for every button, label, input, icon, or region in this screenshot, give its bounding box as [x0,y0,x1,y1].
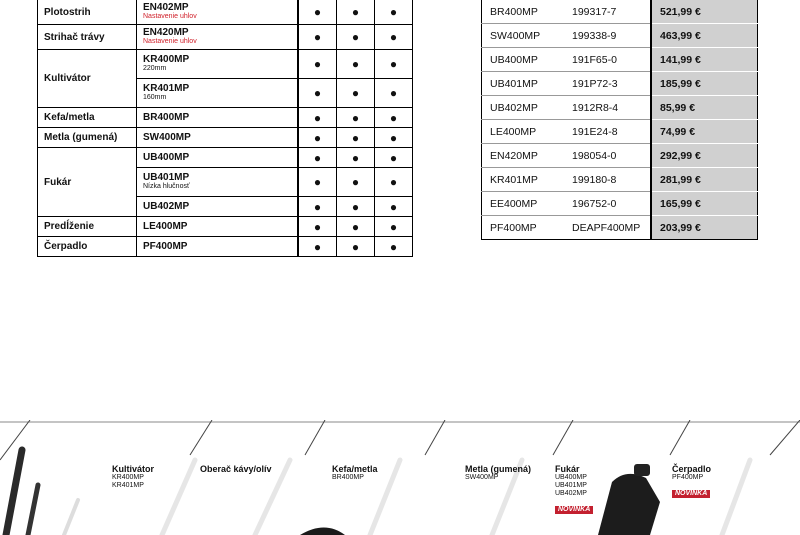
compat-dot: ● [375,197,413,217]
category-cell: Kultivátor [38,50,137,108]
model-name: UB400MP [143,151,190,163]
accessory-oberac [200,464,272,474]
accessory-title: Čerpadlo [672,464,712,474]
accessory-model: SW400MP [465,474,499,481]
price-value: 85,99 € [651,96,758,120]
accessory-kefa [332,464,378,482]
accessory-title: Kefa/metla [332,464,378,474]
separator [770,420,800,455]
price-code: 199317-7 [564,0,651,24]
compat-dot: ● [299,108,337,128]
accessory-title: Fukár [555,464,580,474]
new-badge: NOVINKA [555,506,593,514]
separator [0,420,30,460]
model-cell [137,148,298,168]
model-note: Nastavenie uhlov [143,13,197,20]
accessory-kultivator [112,464,154,490]
model-note: 220mm [143,65,167,72]
model-note: 160mm [143,94,167,101]
model-name: KR401MP [143,83,190,94]
separator [553,420,573,455]
price-value: 185,99 € [651,72,758,96]
compat-dot: ● [375,128,413,148]
accessory-metla [465,464,531,482]
category-cell: Metla (gumená) [38,128,137,148]
compat-dot: ● [375,50,413,79]
model-cell [137,197,298,217]
compat-dot: ● [375,237,413,257]
tool-shaft [162,460,195,535]
price-value: 463,99 € [651,24,758,48]
kefa-head [300,528,345,535]
compat-dot: ● [337,108,375,128]
compat-dot: ● [299,237,337,257]
model-cell [137,168,298,197]
model-cell [137,128,298,148]
compat-dot: ● [337,128,375,148]
model-cell [137,25,298,50]
price-row [482,72,758,96]
price-row [482,144,758,168]
price-row [482,96,758,120]
model-name: KR400MP [143,54,190,65]
price-code: 1912R8-4 [564,96,651,120]
compat-row [38,237,413,257]
tool-shaft [722,460,750,535]
price-model: UB400MP [482,48,565,72]
price-model: BR400MP [482,0,565,24]
price-value: 292,99 € [651,144,758,168]
compat-dot: ● [375,148,413,168]
price-model: UB401MP [482,72,565,96]
price-code: 198054-0 [564,144,651,168]
model-name: UB401MP [143,172,190,183]
price-table [481,0,758,240]
price-value: 203,99 € [651,216,758,240]
accessory-title: Metla (gumená) [465,464,532,474]
accessory-model: UB402MP [555,490,587,497]
compat-row [38,148,413,168]
model-cell [137,217,298,237]
new-badge: NOVINKA [672,490,710,498]
compat-dot: ● [299,217,337,237]
price-code: 196752-0 [564,192,651,216]
compat-row [38,108,413,128]
category-cell: Predĺženie [38,217,137,237]
price-row [482,168,758,192]
category-cell: Fukár [38,148,137,217]
accessory-fukar [555,464,593,516]
price-code: 191P72-3 [564,72,651,96]
price-row [482,216,758,240]
price-code: 199338-9 [564,24,651,48]
accessory-model: BR400MP [332,474,364,481]
price-model: EN420MP [482,144,565,168]
compat-dot: ● [299,128,337,148]
fukar-body [598,474,660,535]
accessory-cerpadlo [672,464,711,500]
model-cell [137,0,298,25]
separator [190,420,212,455]
compat-dot: ● [337,79,375,108]
fukar-nozzle [634,464,650,476]
price-model: EE400MP [482,192,565,216]
model-cell [137,237,298,257]
accessory-strip [0,420,800,535]
price-code: 199180-8 [564,168,651,192]
model-name: UB402MP [143,200,190,212]
category-cell: Kefa/metla [38,108,137,128]
accessory-model: PF400MP [672,474,704,481]
model-cell [137,50,298,79]
model-name: EN420MP [143,27,189,38]
compat-dot: ● [337,168,375,197]
compatibility-table [37,0,413,257]
price-row [482,24,758,48]
strip-separators [0,420,800,460]
compat-row [38,128,413,148]
accessory-model: KR401MP [112,482,144,489]
price-model: UB402MP [482,96,565,120]
price-value: 165,99 € [651,192,758,216]
category-cell: Plotostrih [38,0,137,25]
model-note: Nastavenie uhlov [143,38,197,45]
compat-row [38,25,413,50]
category-cell: Čerpadlo [38,237,137,257]
model-cell [137,79,298,108]
separator [425,420,445,455]
price-model: SW400MP [482,24,565,48]
compat-row [38,217,413,237]
compat-dot: ● [337,0,375,25]
model-name: SW400MP [143,131,191,143]
compat-dot: ● [375,168,413,197]
compat-dot: ● [299,25,337,50]
price-code: DEAPF400MP [564,216,651,240]
price-value: 141,99 € [651,48,758,72]
model-name: BR400MP [143,111,190,123]
accessory-title: Oberač kávy/olív [200,464,272,474]
price-value: 74,99 € [651,120,758,144]
compat-dot: ● [375,25,413,50]
compat-dot: ● [337,217,375,237]
tool-shaft [64,500,78,535]
accessory-model: UB400MP [555,474,587,481]
separator [305,420,325,455]
price-model: KR401MP [482,168,565,192]
price-value: 281,99 € [651,168,758,192]
price-code: 191F65-0 [564,48,651,72]
compat-row [38,0,413,25]
compat-row [38,50,413,79]
compat-dot: ● [375,79,413,108]
price-row [482,120,758,144]
accessory-title: Kultivátor [112,464,155,474]
separator [670,420,690,455]
accessory-model: KR400MP [112,474,144,481]
price-row [482,192,758,216]
accessory-model: UB401MP [555,482,587,489]
compat-dot: ● [375,0,413,25]
compat-dot: ● [299,148,337,168]
compat-dot: ● [299,168,337,197]
compat-dot: ● [299,0,337,25]
compat-dot: ● [337,197,375,217]
model-name: PF400MP [143,240,188,252]
model-name: LE400MP [143,220,188,232]
price-code: 191E24-8 [564,120,651,144]
price-row [482,48,758,72]
compat-dot: ● [299,50,337,79]
compat-dot: ● [337,50,375,79]
category-cell: Strihač trávy [38,25,137,50]
price-model: PF400MP [482,216,565,240]
compat-dot: ● [299,79,337,108]
tool-shaft [6,450,22,535]
price-row [482,0,758,24]
compat-dot: ● [337,25,375,50]
price-value: 521,99 € [651,0,758,24]
model-name: EN402MP [143,2,189,13]
compat-dot: ● [299,197,337,217]
compat-dot: ● [337,237,375,257]
price-model: LE400MP [482,120,565,144]
compat-dot: ● [375,217,413,237]
compat-dot: ● [337,148,375,168]
compat-dot: ● [375,108,413,128]
model-note: Nízka hlučnosť [143,183,190,190]
tool-shaft [28,485,38,535]
model-cell [137,108,298,128]
